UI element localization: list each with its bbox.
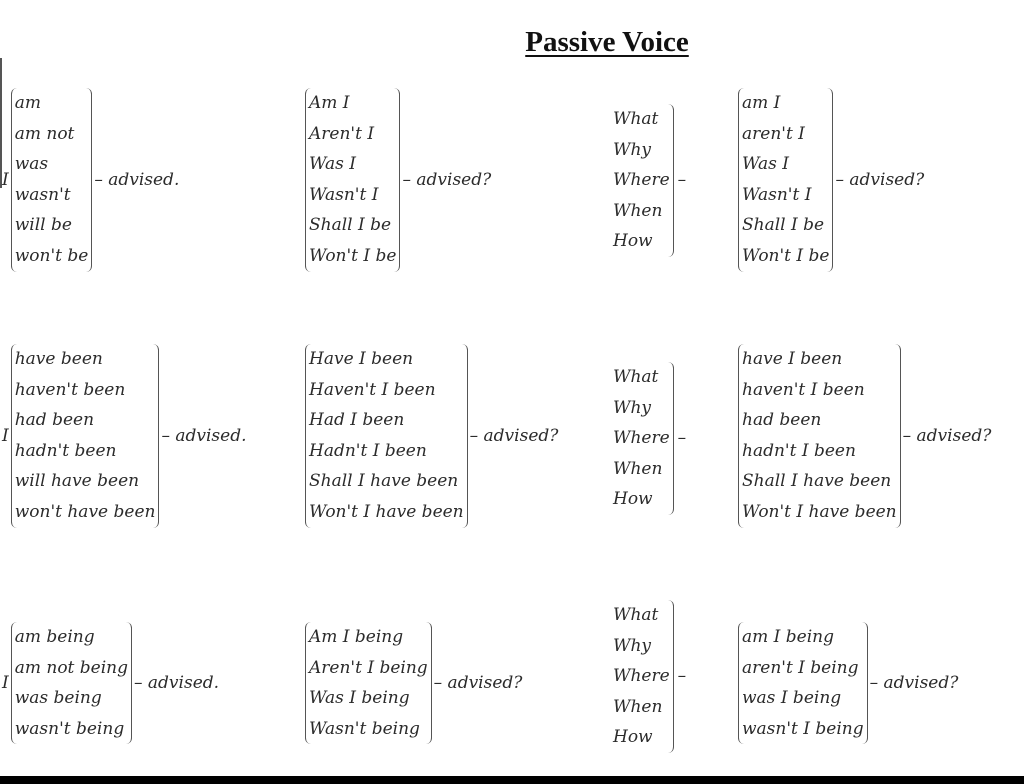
brace-list bbox=[305, 622, 432, 744]
list-item: wasn't bbox=[14, 184, 71, 205]
list-item: haven't been bbox=[14, 379, 126, 400]
subject-label: I bbox=[2, 169, 9, 190]
suffix-question: – advised? bbox=[433, 673, 523, 694]
list-item: Wasn't being bbox=[309, 718, 420, 739]
brace-list bbox=[738, 88, 833, 272]
brace-list bbox=[613, 104, 674, 257]
wh-word: What bbox=[613, 367, 659, 387]
wh-word: How bbox=[613, 231, 653, 252]
wh-word: Where bbox=[613, 170, 670, 191]
list-item: Won't I be bbox=[309, 245, 397, 266]
wh-word: Where bbox=[613, 428, 670, 449]
list-item: Am I bbox=[309, 93, 350, 113]
wh-word: Why bbox=[613, 397, 652, 418]
list-item: am I being bbox=[742, 627, 834, 647]
row-2-affirmative bbox=[2, 344, 247, 528]
brace-list bbox=[738, 344, 901, 528]
list-item: aren't I bbox=[742, 123, 805, 144]
brace-list bbox=[738, 622, 868, 744]
list-item: have been bbox=[14, 349, 103, 369]
list-item: won't be bbox=[14, 245, 89, 266]
brace-list bbox=[11, 622, 132, 744]
suffix-question: – advised? bbox=[869, 673, 959, 694]
wh-word: When bbox=[613, 458, 663, 479]
list-item: Shall I be bbox=[309, 215, 392, 236]
wh-word: When bbox=[613, 200, 663, 221]
dash: – bbox=[677, 666, 687, 687]
suffix-question: – advised? bbox=[402, 169, 492, 190]
list-item: Had I been bbox=[309, 410, 405, 431]
list-item: Was I bbox=[309, 154, 356, 175]
suffix-question: – advised? bbox=[469, 425, 559, 446]
list-item: Won't I have been bbox=[309, 501, 464, 522]
brace-list bbox=[613, 600, 674, 753]
list-item: was I being bbox=[742, 688, 842, 709]
brace-list bbox=[613, 362, 674, 515]
row-1-wh-question bbox=[738, 88, 924, 272]
dash: – bbox=[677, 170, 687, 191]
list-item: aren't I being bbox=[742, 657, 859, 678]
list-item: Am I being bbox=[309, 627, 404, 647]
row-3-interrogative bbox=[305, 622, 522, 744]
list-item: Aren't I being bbox=[309, 657, 428, 678]
bottom-border bbox=[0, 776, 1024, 784]
list-item: Have I been bbox=[309, 349, 414, 369]
list-item: Won't I have been bbox=[742, 501, 897, 522]
row-1-interrogative bbox=[305, 88, 491, 272]
list-item: was being bbox=[14, 688, 102, 709]
brace-list bbox=[305, 88, 400, 272]
list-item: am being bbox=[14, 627, 95, 647]
list-item: Shall I be bbox=[742, 215, 825, 236]
list-item: hadn't I been bbox=[742, 440, 856, 461]
wh-word: When bbox=[613, 696, 663, 717]
list-item: wasn't being bbox=[14, 718, 125, 739]
list-item: Wasn't I bbox=[742, 184, 812, 205]
row-1-affirmative bbox=[2, 88, 179, 272]
list-item: was bbox=[14, 154, 49, 175]
list-item: Shall I have been bbox=[309, 471, 459, 492]
list-item: hadn't been bbox=[14, 440, 117, 461]
suffix-statement: – advised. bbox=[94, 169, 180, 190]
list-item: wasn't I being bbox=[742, 718, 864, 739]
list-item: had been bbox=[14, 410, 95, 431]
list-item: will be bbox=[14, 215, 72, 236]
suffix-question: – advised? bbox=[902, 425, 992, 446]
dash: – bbox=[677, 428, 687, 449]
wh-word: How bbox=[613, 727, 653, 748]
wh-word: Why bbox=[613, 635, 652, 656]
wh-word: Why bbox=[613, 139, 652, 160]
row-2-wh-question bbox=[738, 344, 991, 528]
suffix-statement: – advised. bbox=[134, 673, 220, 694]
subject-label: I bbox=[2, 425, 9, 446]
brace-list bbox=[305, 344, 468, 528]
wh-word: What bbox=[613, 109, 659, 129]
brace-list bbox=[11, 344, 160, 528]
wh-word: What bbox=[613, 605, 659, 625]
list-item: had been bbox=[742, 410, 822, 431]
row-3-wh-question bbox=[738, 622, 958, 744]
list-item: Won't I be bbox=[742, 245, 830, 266]
list-item: Was I bbox=[742, 154, 789, 175]
page-title: Passive Voice bbox=[525, 26, 689, 58]
row-2-wh-words bbox=[613, 362, 686, 515]
list-item: won't have been bbox=[14, 501, 156, 522]
list-item: Aren't I bbox=[309, 123, 375, 144]
list-item: haven't I been bbox=[742, 379, 865, 400]
list-item: Wasn't I bbox=[309, 184, 379, 205]
list-item: am I bbox=[742, 93, 781, 113]
row-3-affirmative bbox=[2, 622, 219, 744]
list-item: Hadn't I been bbox=[309, 440, 427, 461]
suffix-question: – advised? bbox=[835, 169, 925, 190]
list-item: will have been bbox=[14, 471, 140, 492]
wh-word: Where bbox=[613, 666, 670, 687]
list-item: am not being bbox=[14, 657, 129, 678]
list-item: Was I being bbox=[309, 688, 410, 709]
row-3-wh-words bbox=[613, 600, 686, 753]
row-1-wh-words bbox=[613, 104, 686, 257]
wh-word: How bbox=[613, 489, 653, 510]
suffix-statement: – advised. bbox=[161, 425, 247, 446]
list-item: Shall I have been bbox=[742, 471, 892, 492]
brace-list bbox=[11, 88, 93, 272]
list-item: am bbox=[14, 93, 41, 113]
list-item: have I been bbox=[742, 349, 843, 369]
list-item: Haven't I been bbox=[309, 379, 436, 400]
subject-label: I bbox=[2, 673, 9, 694]
row-2-interrogative bbox=[305, 344, 558, 528]
list-item: am not bbox=[14, 123, 75, 144]
